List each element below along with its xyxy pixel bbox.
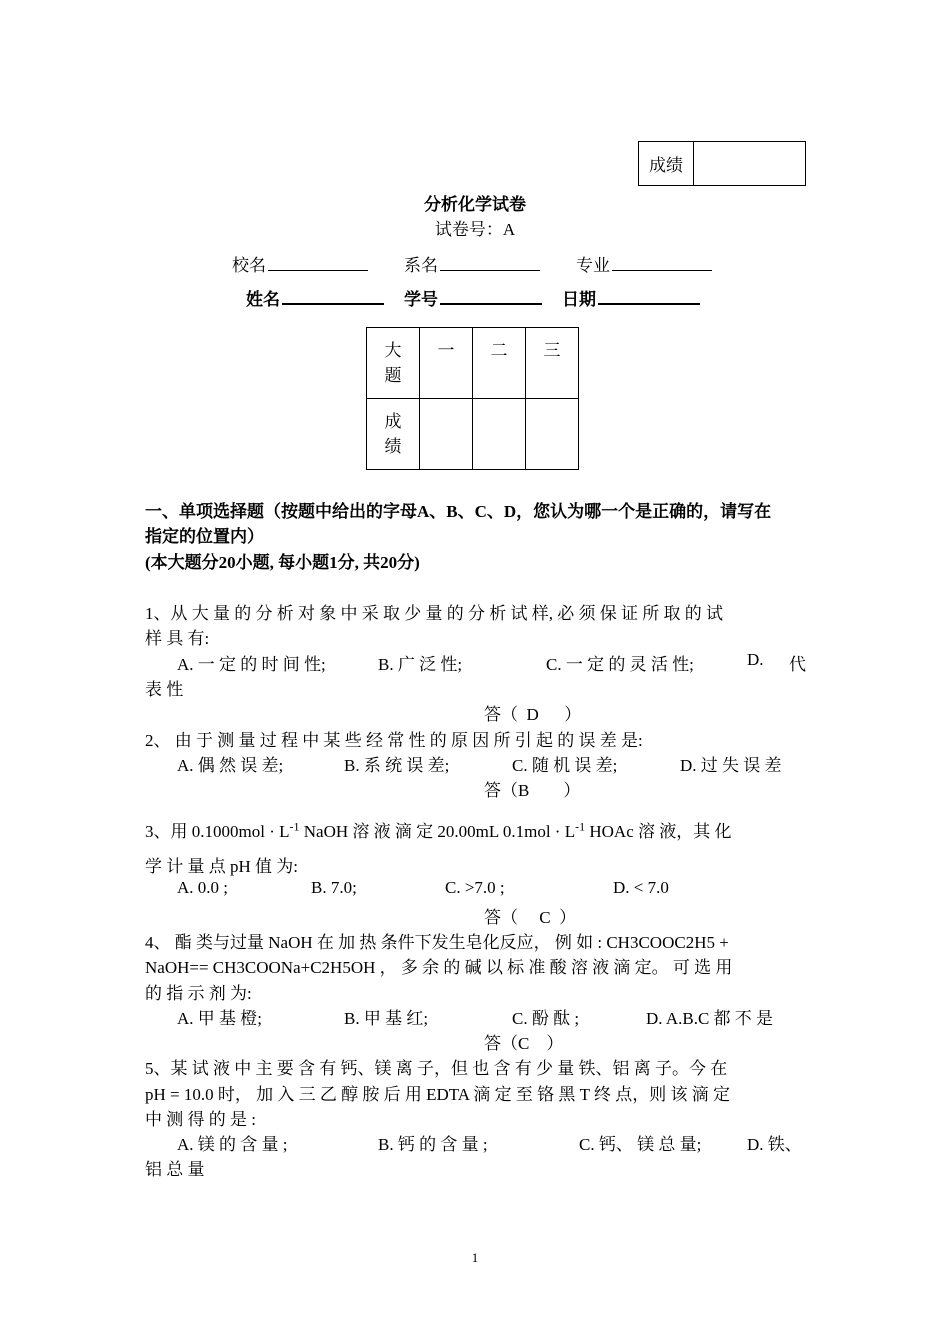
q3-stem-part-a: 3、用 0.1000mol · L — [145, 822, 290, 841]
q2-answer[interactable]: 答（B ） — [484, 781, 581, 800]
q1-stem-line2: 样 具 有: — [145, 629, 210, 648]
date-label: 日期 — [562, 290, 596, 309]
q4-stem-line1: 4、 酯 类与过量 NaOH 在 加 热 条件下发生皂化反应， 例 如 : CH3COOC2H5 + — [145, 933, 729, 952]
q5-stem-line3: 中 测 得 的 是 : — [145, 1110, 256, 1129]
score-table-head-char: 大 — [384, 341, 402, 360]
school-field — [232, 251, 368, 276]
date-field — [562, 285, 700, 310]
q4-option-b: B. 甲 基 红; — [344, 1009, 429, 1028]
q5-stem-line1: 5、某 试 液 中 主 要 含 有 钙、镁 离 子，但 也 含 有 少 量 铁、铝 离 子。今 在 — [145, 1059, 728, 1078]
major-blank[interactable] — [612, 256, 712, 271]
score-table-row-label — [367, 399, 420, 470]
q5-option-c: C. 钙、 镁 总 量; — [579, 1135, 702, 1154]
dept-field — [404, 251, 540, 276]
q2-option-d: D. 过 失 误 差 — [680, 756, 782, 775]
dept-blank[interactable] — [440, 256, 540, 271]
score-cell-2[interactable] — [473, 399, 526, 470]
score-table-head — [367, 328, 420, 399]
section1-note: (本大题分20小题, 每小题1分, 共20分) — [145, 553, 420, 572]
q4-option-c: C. 酚 酞 ; — [512, 1009, 580, 1028]
q4-option-a: A. 甲 基 橙; — [177, 1009, 262, 1028]
score-cell-1[interactable] — [420, 399, 473, 470]
q5-option-d: D. 铁、 — [747, 1135, 802, 1154]
q4-stem-line3: 的 指 示 剂 为: — [145, 984, 252, 1003]
paper-number: 试卷号：A — [434, 220, 516, 239]
q1-option-d: D. — [747, 650, 764, 669]
q3-stem-line1 — [145, 817, 732, 842]
score-cell-3[interactable] — [526, 399, 579, 470]
q1-option-c: C. 一 定 的 灵 活 性; — [546, 655, 694, 674]
score-row-char: 成 — [384, 412, 402, 431]
score-box-value[interactable] — [694, 142, 805, 185]
q2-stem: 2、 由 于 测 量 过 程 中 某 些 经 常 性 的 原 因 所 引 起 的 误 差 是: — [145, 731, 643, 750]
score-col-1: 一 — [420, 328, 473, 399]
section1-title-line2: 指定的位置内） — [145, 527, 264, 546]
q5-option-d-cont: 铝 总 量 — [145, 1160, 205, 1179]
name-blank[interactable] — [282, 289, 384, 305]
score-box-label: 成绩 — [639, 142, 694, 185]
name-field — [246, 285, 384, 310]
q3-option-b: B. 7.0; — [311, 878, 357, 897]
q3-answer[interactable]: 答（ C ） — [484, 908, 577, 927]
q3-stem-line2: 学 计 量 点 pH 值 为: — [145, 857, 298, 876]
q5-stem-line2: pH = 10.0 时， 加 入 三 乙 醇 胺 后 用 EDTA 滴 定 至 铬 黑 T 终 点，则 该 滴 定 — [145, 1085, 730, 1104]
q1-answer[interactable]: 答（ D ） — [484, 705, 582, 724]
q3-exponent-2: -1 — [575, 819, 586, 834]
q4-option-d: D. A.B.C 都 不 是 — [646, 1009, 774, 1028]
q2-option-c: C. 随 机 误 差; — [512, 756, 618, 775]
q5-option-b: B. 钙 的 含 量 ; — [378, 1135, 488, 1154]
q2-option-a: A. 偶 然 误 差; — [177, 756, 284, 775]
school-blank[interactable] — [268, 256, 368, 271]
score-box — [638, 141, 806, 186]
q1-option-d-cont: 表 性 — [145, 680, 184, 699]
q4-answer[interactable]: 答（C ） — [484, 1034, 564, 1053]
score-col-2: 二 — [473, 328, 526, 399]
score-table-head-char: 题 — [384, 366, 402, 385]
score-col-3: 三 — [526, 328, 579, 399]
id-label: 学号 — [404, 290, 438, 309]
score-table — [366, 327, 579, 470]
q2-option-b: B. 系 统 误 差; — [344, 756, 450, 775]
id-field — [404, 285, 542, 310]
q4-stem-line2: NaOH== CH3COONa+C2H5OH ， 多 余 的 碱 以 标 准 酸 溶 液 滴 定。 可 选 用 — [145, 958, 733, 977]
q3-option-d: D. < 7.0 — [613, 878, 669, 897]
q3-option-c: C. >7.0 ; — [445, 878, 505, 897]
q1-option-b: B. 广 泛 性; — [378, 655, 463, 674]
id-blank[interactable] — [440, 289, 542, 305]
major-field — [576, 251, 712, 276]
name-label: 姓名 — [246, 290, 280, 309]
q3-exponent-1: -1 — [289, 819, 300, 834]
page-title: 分析化学试卷 — [424, 195, 526, 214]
school-label: 校名 — [232, 256, 266, 275]
dept-label: 系名 — [404, 256, 438, 275]
q1-option-d-text: 代 — [789, 655, 806, 674]
section1-title-line1: 一、单项选择题（按题中给出的字母A、B、C、D，您认为哪一个是正确的，请写在 — [145, 502, 772, 521]
page-number: 1 — [471, 1250, 479, 1265]
q3-option-a: A. 0.0 ; — [177, 878, 228, 897]
score-row-char: 绩 — [384, 437, 402, 456]
q3-stem-part-b: NaOH 溶 液 滴 定 20.00mL 0.1mol · L — [299, 822, 576, 841]
q1-stem-line1: 1、从 大 量 的 分 析 对 象 中 采 取 少 量 的 分 析 试 样, 必 须 保 证 所 取 的 试 — [145, 604, 723, 623]
q1-option-a: A. 一 定 的 时 间 性; — [177, 655, 326, 674]
q5-option-a: A. 镁 的 含 量 ; — [177, 1135, 288, 1154]
date-blank[interactable] — [598, 289, 700, 305]
q3-stem-part-c: HOAc 溶 液，其 化 — [585, 822, 732, 841]
major-label: 专业 — [576, 256, 610, 275]
